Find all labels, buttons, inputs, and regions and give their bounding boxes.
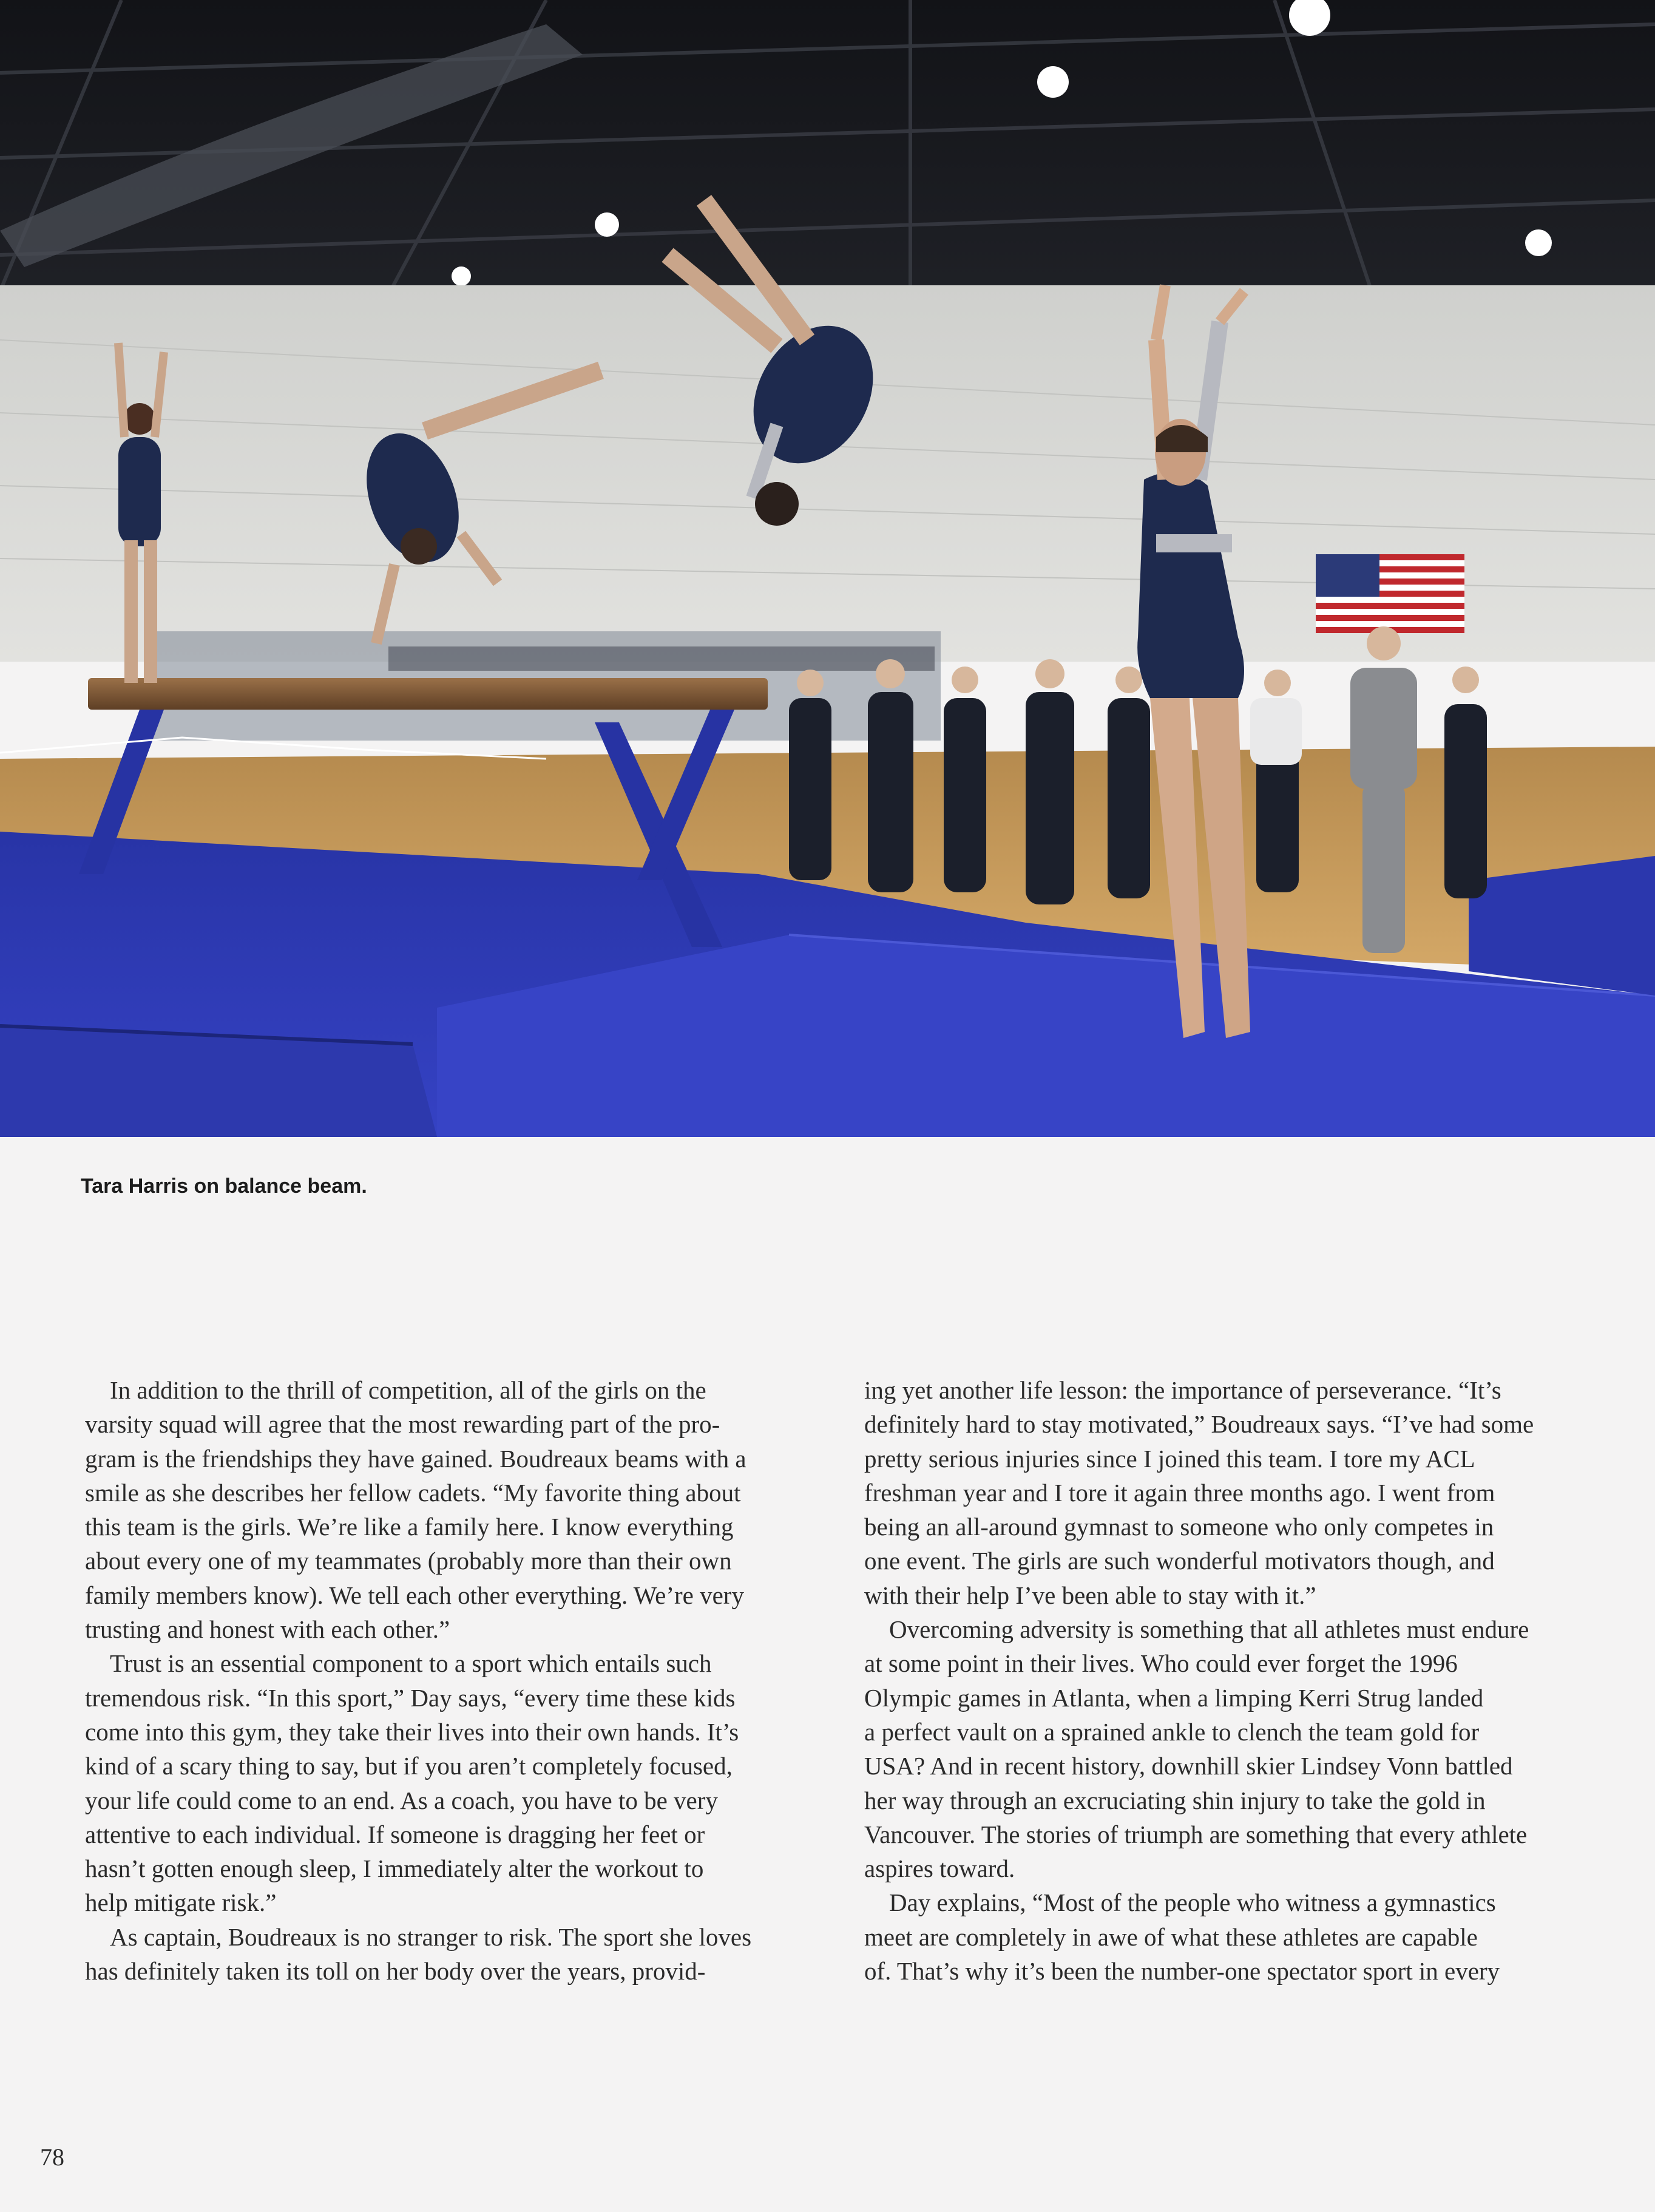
paragraph-day-explains: Day explains, “Most of the people who witness a gymnastics meet are completely in awe of what these athletes are capable of. That’s why it’s been the number-one spectator sport in every: [864, 1888, 1500, 1986]
paragraph-perseverance: ing yet another life lesson: the importance of perseverance. “It’s definitely hard to stay motivated,” Boudreaux says. “I’ve had some pretty serious injuries since I joined this team. I tore my ACL freshman year and I tore it again three months ago. I went from being an all-around gymnast to someone who only competes in one event. The girls are such wonderful motivators though, and with their help I’ve been able to stay with it.”: [864, 1376, 1534, 1609]
paragraph-trust: Trust is an essential component to a sport which entails such tremendous risk. “In this sport,” Day says, “every time these kids come into this gym, they take their lives into their own hands. It’s kind of a scary thing to say, but if you aren’t completely focused, your life could come to an end. As a coach, you have to be very attentive to each individual. If someone is dragging her feet or hasn’t gotten enough sleep, I immediately alter the workout to help mitigate risk.”: [85, 1649, 739, 1917]
article-right-column: [864, 1373, 1596, 1988]
paragraph-adversity: Overcoming adversity is something that all athletes must endure at some point in their lives. Who could ever forget the 1996 Olympic games in Atlanta, when a limping Kerri Strug landed a perfect vault on a sprained ankle to clench the team gold for USA? And in recent history, downhill skier Lindsey Vonn battled her way through an excruciating shin injury to take the gold in Vancouver. The stories of triumph are something that every athlete aspires toward.: [864, 1615, 1529, 1883]
photo-caption: Tara Harris on balance beam.: [81, 1175, 367, 1198]
paragraph-captain: As captain, Boudreaux is no stranger to risk. The sport she loves has definitely taken its toll on her body over the years, provid-: [85, 1922, 752, 1986]
page-number: 78: [40, 2143, 64, 2171]
article-left-column: [85, 1373, 816, 1988]
paragraph-friendships: In addition to the thrill of competition, all of the girls on the varsity squad will agree that the most rewarding part of the pro- gram is the friendships they have gained. Boudreaux beams with a smile as she describes her fellow cadets. “My favorite thing about this team is the girls. We’re like a family here. I know everything about every one of my teammates (probably more than their own family members know). We tell each other everything. We’re very trusting and honest with each other.”: [85, 1376, 746, 1644]
